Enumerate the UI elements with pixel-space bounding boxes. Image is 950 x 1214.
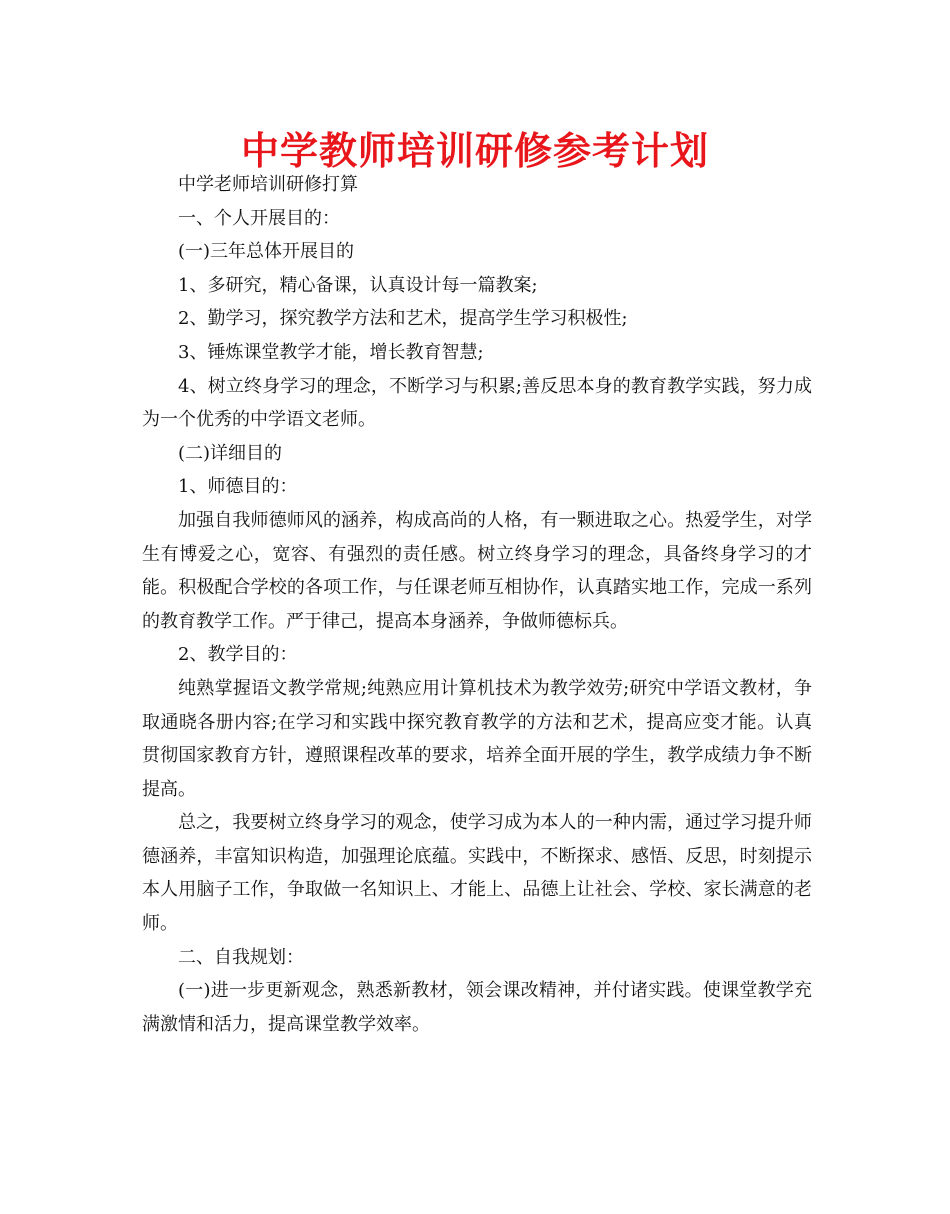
paragraph: (二)详细目的 [178,442,283,464]
paragraph: (一)进一步更新观念，熟悉新教材，领会课改精神，并付诸实践。使课堂教学充满激情和活力，提高课堂教学效率。 [142,980,812,1035]
paragraph: 3、锤炼课堂教学才能，增长教育智慧; [178,341,484,363]
paragraph: 2、教学目的： [178,644,298,666]
paragraph: 加强自我师德师风的涵养，构成高尚的人格，有一颗进取之心。热爱学生，对学生有博爱之心，宽容、有强烈的责任感。树立终身学习的理念，具备终身学习的才能。积极配合学校的各项工作，与任课老师互相协作，认真踏实地工作，完成一系列的教育教学工作。严于律己，提高本身涵养，争做师德标兵。 [142,509,812,632]
paragraph: (一)三年总体开展目的 [178,241,355,263]
paragraph: 2、勤学习，探究教学方法和艺术，提高学生学习积极性; [178,308,628,330]
paragraph: 1、多研究，精心备课，认真设计每一篇教案; [178,274,538,296]
document-body [142,168,812,1041]
paragraph: 纯熟掌握语文教学常规;纯熟应用计算机技术为教学效劳;研究中学语文教材，争取通晓各册内容;在学习和实践中探究教育教学的方法和艺术，提高应变才能。认真贯彻国家教育方针，遵照课程改革的要求，培养全面开展的学生，教学成绩力争不断提高。 [142,677,812,800]
paragraph: 总之，我要树立终身学习的观念，使学习成为本人的一种内需，通过学习提升师德涵养，丰富知识构造，加强理论底蕴。实践中，不断探求、感悟、反思，时刻提示本人用脑子工作，争取做一名知识上、才能上、品德上让社会、学校、家长满意的老师。 [142,812,812,935]
paragraph: 4、树立终身学习的理念，不断学习与积累;善反思本身的教育教学实践，努力成为一个优秀的中学语文老师。 [142,375,812,431]
paragraph: 一、个人开展目的： [178,207,340,229]
paragraph: 1、师德目的： [178,476,298,498]
document-title: 中学教师培训研修参考计划 [240,129,709,173]
paragraph: 二、自我规划： [178,946,304,968]
paragraph: 中学老师培训研修打算 [178,174,358,195]
